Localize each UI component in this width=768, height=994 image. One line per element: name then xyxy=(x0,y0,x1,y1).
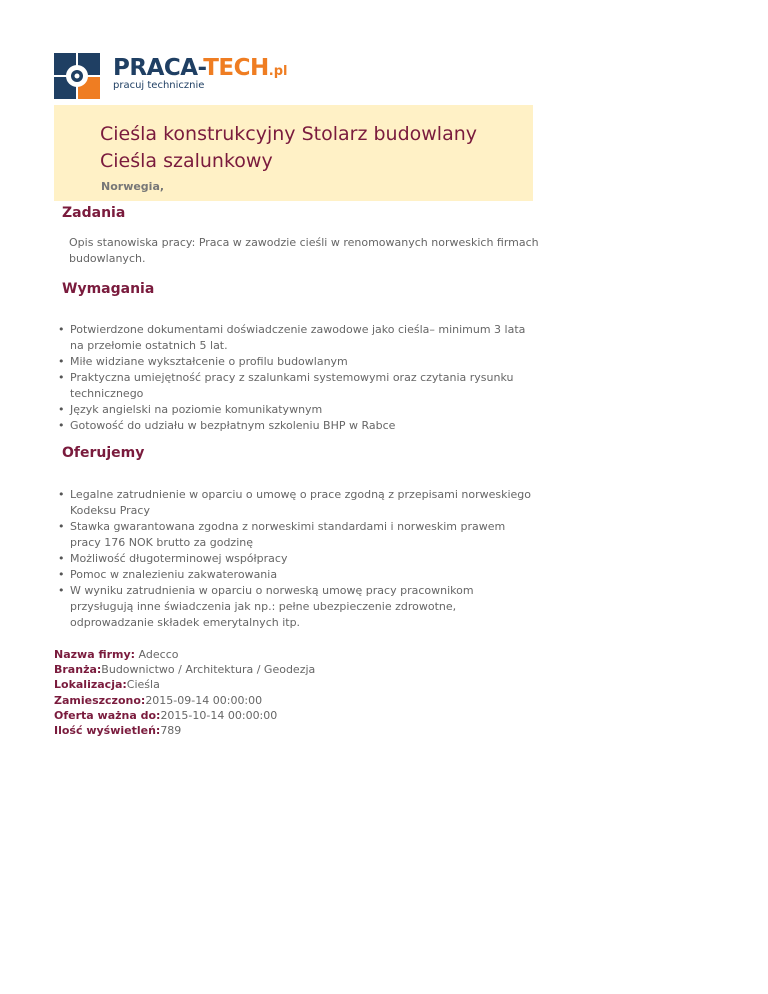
gear-logo-icon xyxy=(54,53,100,99)
detail-posted xyxy=(54,693,315,708)
list-item: • Praktyczna umiejętność pracy z szalunkami systemowymi oraz czytania rysunku technicznego xyxy=(58,370,532,402)
job-title: Cieśla konstrukcyjny Stolarz budowlany Cieśla szalunkowy xyxy=(100,123,478,172)
detail-value: 2015-09-14 00:00:00 xyxy=(145,693,263,707)
detail-valid-until xyxy=(54,708,315,723)
site-logo[interactable] xyxy=(54,53,288,99)
job-title-box xyxy=(54,105,533,201)
detail-value: 2015-10-14 00:00:00 xyxy=(160,708,278,722)
wymagania-list xyxy=(58,322,532,434)
detail-label: Zamieszczono: xyxy=(54,693,146,707)
list-item: • Potwierdzone dokumentami doświadczenie zawodowe jako cieśla– minimum 3 lata na przełomie ostatnich 5 lat. xyxy=(58,322,532,354)
section-heading-wymagania: Wymagania xyxy=(62,281,155,297)
logo-tagline: pracuj technicznie xyxy=(113,80,205,91)
zadania-text: Opis stanowiska pracy: Praca w zawodzie cieśli w renomowanych norweskich firmach budowlanych. xyxy=(69,236,539,265)
list-item: • W wyniku zatrudnienia w oparciu o norweską umowę pracy pracownikom przysługują inne świadczenia jak np.: pełne ubezpieczenie zdrowotne, odprowadzanie składek emerytalnych itp. xyxy=(58,583,532,631)
detail-value: Cieśla xyxy=(126,678,160,692)
section-heading-zadania: Zadania xyxy=(62,205,126,221)
job-details xyxy=(54,647,315,738)
detail-value: Adecco xyxy=(135,648,179,661)
list-item: • Gotowość do udziału w bezpłatnym szkoleniu BHP w Rabce xyxy=(58,418,532,434)
detail-company xyxy=(54,647,315,662)
detail-location xyxy=(54,677,315,692)
detail-views xyxy=(54,723,315,738)
detail-label: Nazwa firmy: xyxy=(54,648,136,661)
section-heading-oferujemy: Oferujemy xyxy=(62,445,145,461)
list-item: • Legalne zatrudnienie w oparciu o umowę o prace zgodną z przepisami norweskiego Kodeksu Pracy xyxy=(58,487,532,519)
detail-label: Oferta ważna do: xyxy=(54,708,161,722)
detail-label: Lokalizacja: xyxy=(54,678,127,692)
list-item: • Stawka gwarantowana zgodna z norweskimi standardami i norweskim prawem pracy 176 NOK brutto za godzinę xyxy=(58,519,532,551)
list-item: • Język angielski na poziomie komunikatywnym xyxy=(58,402,532,418)
detail-value: Budownictwo / Architektura / Geodezja xyxy=(101,663,316,677)
logo-brand-text: PRACA-TECH.pl xyxy=(113,55,288,81)
list-item: • Możliwość długoterminowej współpracy xyxy=(58,551,532,567)
list-item: • Pomoc w znalezieniu zakwaterowania xyxy=(58,567,532,583)
detail-industry xyxy=(54,662,315,677)
list-item: • Miłe widziane wykształcenie o profilu budowlanym xyxy=(58,354,532,370)
oferujemy-list xyxy=(58,487,532,631)
detail-label: Branża: xyxy=(54,663,102,677)
detail-value: 789 xyxy=(160,724,182,738)
job-location: Norwegia, xyxy=(101,180,165,193)
detail-label: Ilość wyświetleń: xyxy=(54,724,161,738)
